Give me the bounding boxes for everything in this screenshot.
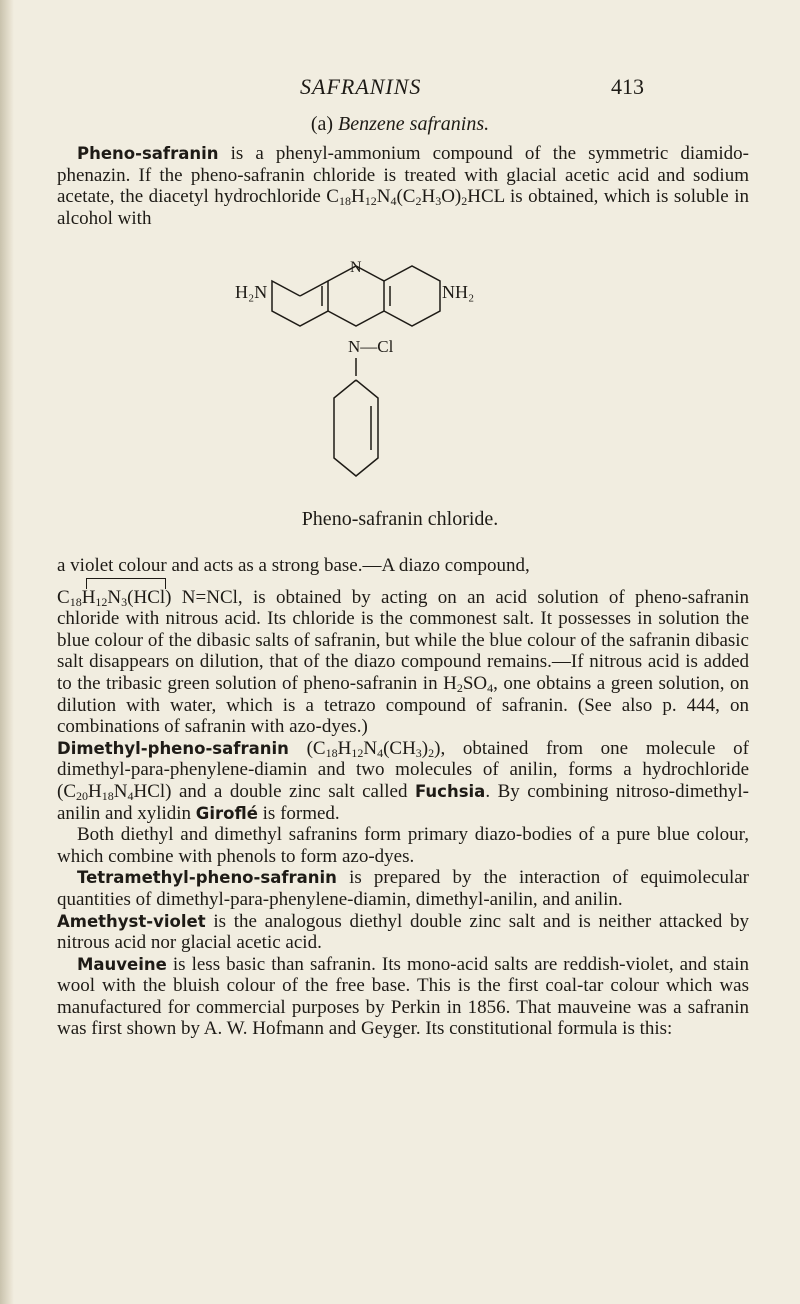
subheading-text: Benzene safranins. xyxy=(338,113,490,135)
paragraph-amethyst xyxy=(57,911,749,954)
structure-svg xyxy=(235,258,550,508)
hydrochloride-formula: $(C_{20}H_{18}N_4HCl)$ xyxy=(57,780,172,803)
paragraph-diazo xyxy=(57,587,749,738)
diazo-formula: $C_{18}H_{12}N_3(HCl)$ N=NCl, xyxy=(57,586,243,609)
page-number: 413 xyxy=(611,74,644,99)
term-girofle: Giroflé xyxy=(195,803,258,823)
paragraph-mauveine xyxy=(57,954,749,1040)
label-n-top: N xyxy=(350,259,362,276)
intro-text: is a phenyl-ammonium compound of the symmetric diamido-phenazin. If the pheno-safranin chloride is treated with glacial acetic acid and sodium acetate, the diacetyl hydrochloride xyxy=(57,143,749,208)
amethyst-text: is the analogous diethyl double zinc salt and is neither attacked by nitrous acid nor glacial acetic acid. xyxy=(57,910,749,954)
paragraph-dimethyl xyxy=(57,738,749,824)
body-paragraphs xyxy=(57,555,749,1040)
term-dimethyl-pheno-safranin: Dimethyl-pheno-safranin xyxy=(57,738,289,758)
paragraph-tetramethyl xyxy=(57,867,749,910)
tetramethyl-text: is prepared by the interaction of equimolecular quantities of dimethyl-para-phenylene-diamin, dimethyl-anilin, and anilin. xyxy=(57,867,749,910)
intro-paragraph xyxy=(57,143,749,229)
running-head-title: SAFRANINS xyxy=(300,74,422,99)
diazo-text-2: , one obtains a green solution, on dilution with water, which is a tetrazo compound of safranin. (See also p. 444, on combinations of safranin with azo-dyes.) xyxy=(57,672,749,738)
right-ring xyxy=(384,266,440,326)
term-amethyst-violet: Amethyst-violet xyxy=(57,911,206,931)
diacetyl-formula: $C_{18}H_{12}N_4(C_2H_3O)_2HCL$ xyxy=(326,186,505,209)
sulphuric-formula: $H_2SO_4$ xyxy=(443,672,494,695)
page-spine-shadow xyxy=(0,0,14,1304)
label-n-cl: N—Cl xyxy=(348,337,394,356)
term-pheno-safranin: Pheno-safranin xyxy=(77,144,219,163)
diazo-text: is obtained by acting on an acid solution of pheno-safranin chloride with nitrous acid. Its chloride is the commonest salt. It possesses in solution the blue colour of the dibasic salts of safranin, but while the blue colour of the safranin dibasic salt disappears on dilution, that of the diazo compound remains.—If nitrous acid is added to the tribasic green solution of pheno-safranin in xyxy=(57,586,749,694)
paragraph-both: Both diethyl and dimethyl safranins form primary diazo-bodies of a pure blue colour, which combine with phenols to form azo-dyes. xyxy=(57,824,749,867)
dimethyl-text-4: is formed. xyxy=(257,802,340,824)
paragraph-violet: a violet colour and acts as a strong base.—A diazo compound, xyxy=(57,555,530,576)
figure-caption: Pheno-safranin chloride. xyxy=(301,508,499,530)
label-nh2: NH₂ xyxy=(442,282,475,302)
running-head xyxy=(0,74,800,104)
intro-text-tail: is obtained, which is soluble in alcohol with xyxy=(57,186,749,229)
dimethyl-text-2: and a double zinc salt called xyxy=(171,780,415,802)
diazo-bracket xyxy=(86,578,166,589)
dimethyl-formula: $(C_{18}H_{12}N_4(CH_3)_2)$ xyxy=(306,737,441,760)
left-ring xyxy=(272,281,328,326)
dimethyl-text-1: , obtained from one molecule of dimethyl-para-phenylene-diamin and two molecules of anilin, forms a hydrochloride xyxy=(57,737,749,781)
label-h2n: H₂N xyxy=(235,282,268,302)
mauveine-text: is less basic than safranin. Its mono-acid salts are reddish-violet, and stain wool with the bluish colour of the free base. This is the first coal-tar colour which was manufactured for commercial purposes by Perkin in 1856. That mauveine was a safranin was first shown by A. W. Hofmann and Geyger. Its constitutional formula is this: xyxy=(57,953,749,1040)
subheading-label: (a) xyxy=(310,113,334,135)
dimethyl-text-3: . By combining nitroso-dimethyl-anilin and xylidin xyxy=(57,780,749,824)
term-tetramethyl: Tetramethyl-pheno-safranin xyxy=(77,868,337,888)
term-fuchsia: Fuchsia xyxy=(414,781,486,801)
term-mauveine: Mauveine xyxy=(77,954,167,974)
phenosafranin-structure-diagram xyxy=(235,258,550,508)
section-subheading xyxy=(0,113,800,136)
